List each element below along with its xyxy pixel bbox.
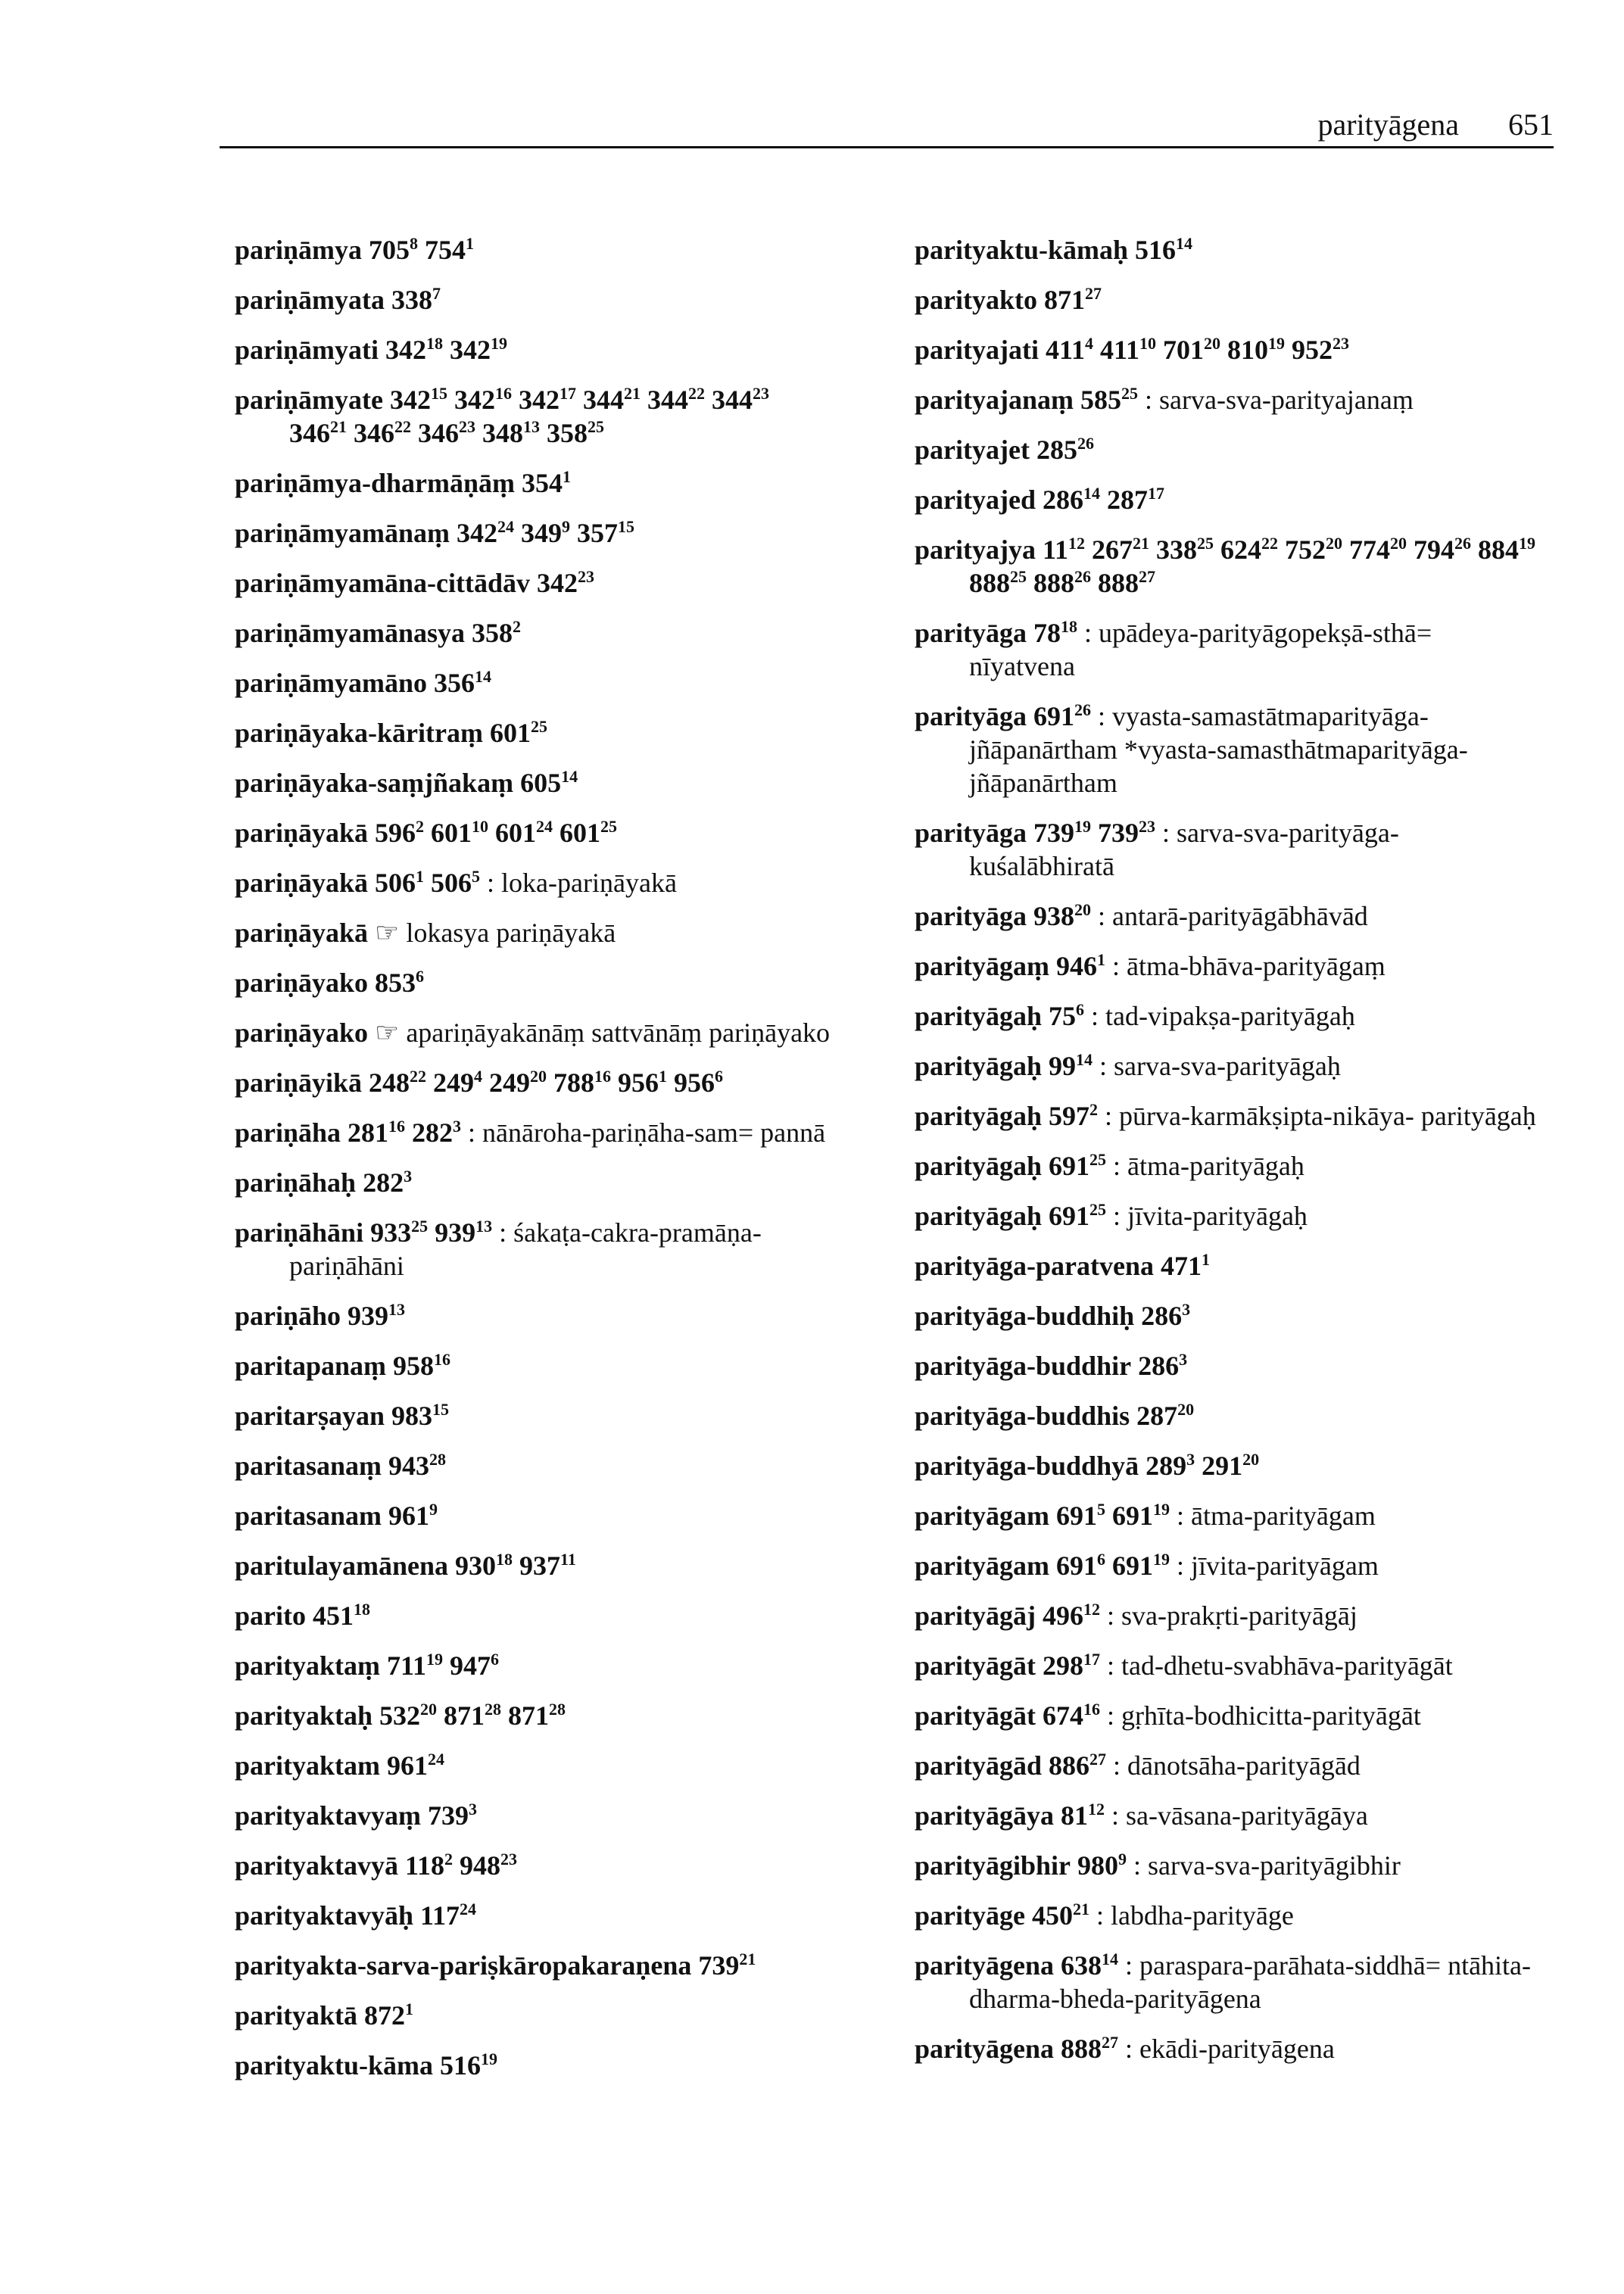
- entry-references: $496^{12}$: [1042, 1600, 1100, 1631]
- entry-headword: paritarṣayan: [235, 1401, 385, 1431]
- entry-headword: parityāgaḥ: [915, 1051, 1043, 1081]
- entry-headword: parito: [235, 1601, 306, 1631]
- entry-headword: parityaktam: [235, 1750, 380, 1781]
- entry-references: $248^{22}$ $249^4$ $249^{20}$ $788^{16}$ $956^1$ $956^6$: [369, 1067, 724, 1098]
- entry-references: $471^1$: [1160, 1250, 1210, 1281]
- index-entry: [235, 1399, 833, 1432]
- entry-headword: paritulayamānena: [235, 1551, 449, 1581]
- entry-headword: parityāga: [915, 618, 1027, 648]
- entry-gloss: : vyasta-samastātmaparityāga- jñāpanārtham *vyasta-samasthātmaparityāga- jñāpanārtham: [969, 701, 1468, 798]
- index-entry: [915, 1599, 1543, 1632]
- entry-headword: paritapanaṃ: [235, 1351, 387, 1381]
- entry-references: $342^{15}$ $342^{16}$ $342^{17}$ $344^{21}$ $344^{22}$ $344^{23}$ $346^{21}$ $346^{22}$ $346^{23}$ $348^{13}$ $358^{25}$: [289, 384, 769, 448]
- entry-references: $342^{23}$: [537, 567, 594, 598]
- index-entry: [235, 966, 833, 999]
- entry-headword: pariṇāmyamāna-cittādāv: [235, 568, 530, 598]
- entry-gloss: : ātma-bhāva-parityāgaṃ: [1111, 951, 1386, 981]
- index-entry: [915, 1349, 1543, 1382]
- entry-references: $872^1$: [364, 1999, 413, 2031]
- entry-references: $298^{17}$: [1042, 1650, 1100, 1681]
- entry-gloss: : jīvita-parityāgaḥ: [1113, 1201, 1308, 1231]
- entry-gloss: : tad-vipakṣa-parityāgaḥ: [1091, 1001, 1355, 1031]
- entry-headword: parityāgaḥ: [915, 1101, 1043, 1131]
- index-entry: [235, 866, 833, 899]
- index-entry: [235, 1699, 833, 1732]
- entry-headword: parityāgaḥ: [915, 1201, 1043, 1231]
- index-entry: [235, 1949, 833, 1982]
- entry-references: $983^{15}$: [391, 1400, 449, 1431]
- index-entry: [915, 1149, 1543, 1183]
- entry-headword: parityāga-buddhiḥ: [915, 1301, 1135, 1331]
- entry-references: $691^{25}$: [1049, 1200, 1107, 1231]
- entry-references: $871^{27}$: [1044, 284, 1102, 315]
- entry-references: $711^{19}$ $947^6$: [387, 1650, 500, 1681]
- entry-gloss: : sva-prakṛti-parityāgāj: [1106, 1601, 1357, 1631]
- entry-headword: parityāgam: [915, 1551, 1049, 1581]
- entry-headword: parityāga: [915, 818, 1027, 848]
- index-entry: [235, 1299, 833, 1332]
- entry-references: $81^{12}$: [1061, 1800, 1105, 1831]
- entry-headword: parityajanaṃ: [915, 385, 1074, 415]
- entry-gloss: : ekādi-parityāgena: [1125, 2034, 1335, 2064]
- index-entry: [235, 1899, 833, 1932]
- index-entry: [235, 1849, 833, 1882]
- entry-references: $691^{25}$: [1049, 1150, 1107, 1181]
- entry-references: $980^9$: [1077, 1850, 1127, 1881]
- index-entry: [235, 283, 833, 316]
- index-entry: [235, 466, 833, 500]
- index-entry: [915, 899, 1543, 933]
- entry-gloss: : sarva-sva-parityāgaḥ: [1099, 1051, 1341, 1081]
- index-entry: [915, 433, 1543, 466]
- index-entry: [915, 1699, 1543, 1732]
- header-rule: [220, 146, 1554, 148]
- entry-headword: parityāgam: [915, 1501, 1049, 1531]
- index-entry: [915, 2032, 1543, 2065]
- index-entry: [915, 1499, 1543, 1532]
- entry-references: $342^{18}$ $342^{19}$: [385, 334, 508, 365]
- entry-headword: parityaktaḥ: [235, 1700, 373, 1731]
- entry-references: $338^7$: [391, 284, 441, 315]
- entry-gloss: : antarā-parityāgābhāvād: [1098, 901, 1368, 931]
- index-entry: [235, 1016, 833, 1049]
- entry-headword: parityāga: [915, 701, 1027, 731]
- index-entry: [915, 1649, 1543, 1682]
- entry-references: $939^{13}$: [348, 1300, 406, 1331]
- index-entry: [915, 483, 1543, 516]
- entry-references: $674^{16}$: [1042, 1700, 1100, 1731]
- entry-references: $450^{21}$: [1031, 1900, 1089, 1931]
- entry-gloss: : ātma-parityāgam: [1176, 1501, 1376, 1531]
- entry-gloss: : sa-vāsana-parityāgāya: [1111, 1800, 1368, 1831]
- entry-references: $516^{19}$: [440, 2049, 498, 2080]
- index-entry: [235, 1599, 833, 1632]
- running-head: parityāgena: [1317, 108, 1459, 142]
- index-entry: [235, 716, 833, 750]
- index-entry: [235, 916, 833, 949]
- index-entry: [915, 1949, 1543, 2015]
- entry-references: $506^1$ $506^5$: [375, 867, 481, 898]
- index-entry: [235, 1116, 833, 1149]
- entry-headword: pariṇāyaka-saṃjñakaṃ: [235, 768, 514, 798]
- entry-references: $638^{14}$: [1061, 1950, 1118, 1981]
- entry-headword: parityāga-paratvena: [915, 1251, 1154, 1281]
- index-entry: [915, 816, 1543, 883]
- entry-headword: parityaktā: [235, 2000, 357, 2031]
- index-entry: [915, 1199, 1543, 1233]
- entry-references: $943^{28}$: [388, 1450, 447, 1481]
- entry-headword: pariṇāyaka-kāritraṃ: [235, 718, 483, 748]
- entry-headword: parityaktaṃ: [235, 1650, 380, 1681]
- entry-references: $285^{26}$: [1036, 434, 1094, 465]
- entry-references: $605^{14}$: [520, 767, 578, 798]
- entry-headword: parityajya: [915, 535, 1036, 565]
- entry-references: $451^{18}$: [313, 1600, 370, 1631]
- entry-headword: parityāgaṃ: [915, 951, 1049, 981]
- index-entry: [915, 283, 1543, 316]
- entry-references: $11^{12}$ $267^{21}$ $338^{25}$ $624^{22}$ $752^{20}$ $774^{20}$ $794^{26}$ $884^{19}$ $888^{25}$ $888^{26}$ $888^{27}$: [969, 534, 1535, 598]
- entry-headword: parityaktavyaṃ: [235, 1800, 421, 1831]
- entry-headword: pariṇāyako: [235, 968, 369, 998]
- entry-headword: pariṇāyakā: [235, 868, 369, 898]
- entry-references: $411^4$ $411^{10}$ $701^{20}$ $810^{19}$ $952^{23}$: [1045, 334, 1349, 365]
- index-entry: [235, 333, 833, 366]
- entry-references: $75^6$: [1049, 1000, 1085, 1031]
- entry-headword: parityāga-buddhis: [915, 1401, 1130, 1431]
- entry-gloss: : tad-dhetu-svabhāva-parityāgāt: [1106, 1650, 1453, 1681]
- entry-headword: parityaktavyā: [235, 1850, 398, 1881]
- entry-headword: parityāgād: [915, 1750, 1043, 1781]
- index-entry: [235, 1216, 833, 1283]
- entry-headword: pariṇāyako: [235, 1018, 369, 1048]
- entry-references: $286^{14}$ $287^{17}$: [1042, 484, 1164, 515]
- index-entry: [235, 1749, 833, 1782]
- index-entry: [915, 1849, 1543, 1882]
- entry-headword: parityaktu-kāma: [235, 2050, 434, 2080]
- entry-headword: pariṇāmyamāno: [235, 668, 428, 698]
- index-entry: [235, 1066, 833, 1099]
- entry-headword: parityajet: [915, 435, 1030, 465]
- page-header: [220, 103, 1554, 147]
- entry-headword: paritasanaṃ: [235, 1451, 382, 1481]
- index-entry: [915, 1249, 1543, 1283]
- index-entry: [235, 816, 833, 849]
- entry-headword: parityāgāj: [915, 1601, 1036, 1631]
- index-entry: [915, 233, 1543, 266]
- index-entry: [235, 233, 833, 266]
- entry-references: $516^{14}$: [1135, 234, 1193, 265]
- entry-gloss: : ātma-parityāgaḥ: [1113, 1151, 1304, 1181]
- entry-headword: pariṇāmya-dharmāṇāṃ: [235, 468, 516, 498]
- entry-headword: parityāga-buddhir: [915, 1351, 1132, 1381]
- entry-references: $282^3$: [363, 1167, 413, 1198]
- entry-headword: parityāgibhir: [915, 1850, 1071, 1881]
- entry-headword: pariṇāmyati: [235, 335, 379, 365]
- entry-headword: parityāgāya: [915, 1800, 1054, 1831]
- entry-headword: parityaktu-kāmaḥ: [915, 235, 1129, 265]
- entry-references: $946^1$: [1055, 950, 1105, 981]
- entry-headword: pariṇāyikā: [235, 1068, 363, 1098]
- entry-references: $354^1$: [522, 467, 572, 498]
- index-entry: [235, 566, 833, 600]
- index-entry: [915, 1099, 1543, 1133]
- entry-references: $289^3$ $291^{20}$: [1146, 1450, 1260, 1481]
- index-entry: [235, 1499, 833, 1532]
- entry-references: $358^2$: [472, 617, 522, 648]
- entry-gloss: : sarva-sva-parityāgibhir: [1133, 1850, 1401, 1881]
- index-entry: [235, 1999, 833, 2032]
- entry-gloss: : gṛhīta-bodhicitta-parityāgāt: [1106, 1700, 1421, 1731]
- entry-references: $691^5$ $691^{19}$: [1055, 1500, 1170, 1531]
- entry-headword: parityāga-buddhyā: [915, 1451, 1139, 1481]
- entry-references: $853^6$: [375, 967, 425, 998]
- index-entry: [915, 1449, 1543, 1482]
- page-number: 651: [1508, 108, 1554, 142]
- index-entry: [915, 999, 1543, 1033]
- index-entry: [235, 1449, 833, 1482]
- index-entry: [235, 1166, 833, 1199]
- entry-references: $938^{20}$: [1033, 900, 1091, 931]
- entry-references: $958^{16}$: [393, 1350, 451, 1381]
- entry-gloss: : paraspara-parāhata-siddhā= ntāhita-dharma-bheda-parityāgena: [969, 1950, 1532, 2014]
- entry-references: $930^{18}$ $937^{11}$: [455, 1550, 576, 1581]
- entry-headword: parityajati: [915, 335, 1039, 365]
- entry-headword: parityāgaḥ: [915, 1001, 1043, 1031]
- entry-references: $118^2$ $948^{23}$: [405, 1850, 518, 1881]
- entry-references: $342^{24}$ $349^9$ $357^{15}$: [457, 517, 635, 548]
- index-entry: [235, 666, 833, 700]
- left-column: [235, 233, 833, 2099]
- index-entry: [915, 533, 1543, 600]
- entry-headword: paritasanam: [235, 1501, 382, 1531]
- entry-headword: parityāgāt: [915, 1650, 1036, 1681]
- entry-references: $287^{20}$: [1136, 1400, 1195, 1431]
- entry-headword: parityāge: [915, 1900, 1025, 1931]
- entry-references: $99^{14}$: [1049, 1050, 1093, 1081]
- entry-references: $286^3$: [1141, 1300, 1191, 1331]
- index-entry: [235, 1649, 833, 1682]
- index-entry: [915, 383, 1543, 416]
- entry-gloss: : loka-pariṇāyakā: [487, 868, 677, 898]
- index-entry: [915, 1799, 1543, 1832]
- index-entry: [235, 616, 833, 650]
- entry-headword: pariṇāmyate: [235, 385, 383, 415]
- entry-headword: parityāga: [915, 901, 1027, 931]
- index-entry: [915, 616, 1543, 683]
- right-column: [915, 233, 1543, 2082]
- entry-gloss: : labdha-parityāge: [1096, 1900, 1294, 1931]
- entry-gloss: : sarva-sva-parityajanaṃ: [1145, 385, 1414, 415]
- index-entry: [915, 700, 1543, 799]
- entry-headword: pariṇāho: [235, 1301, 341, 1331]
- entry-references: $961^{24}$: [387, 1750, 444, 1781]
- entry-gloss: ☞ apariṇāyakānāṃ sattvānāṃ pariṇāyako: [375, 1018, 831, 1048]
- entry-headword: pariṇāyakā: [235, 818, 369, 848]
- entry-headword: parityakto: [915, 285, 1037, 315]
- entry-headword: pariṇāmya: [235, 235, 363, 265]
- entry-references: $597^2$: [1049, 1100, 1099, 1131]
- entry-gloss: : śakaṭa-cakra-pramāṇa- pariṇāhāni: [289, 1217, 762, 1281]
- entry-gloss: : pūrva-karmākṣipta-nikāya- parityāgaḥ: [1105, 1101, 1536, 1131]
- entry-references: $739^{19}$ $739^{23}$: [1033, 817, 1155, 848]
- index-entry: [235, 2049, 833, 2082]
- index-entry: [915, 1749, 1543, 1782]
- entry-headword: pariṇāhaḥ: [235, 1167, 357, 1198]
- index-entry: [915, 1549, 1543, 1582]
- entry-references: $739^3$: [428, 1800, 477, 1831]
- entry-references: $532^{20}$ $871^{28}$ $871^{28}$: [379, 1700, 566, 1731]
- entry-references: $356^{14}$: [434, 667, 492, 698]
- index-entry: [235, 766, 833, 799]
- index-entry: [235, 1799, 833, 1832]
- entry-references: $286^3$: [1138, 1350, 1188, 1381]
- entry-references: $933^{25}$ $939^{13}$: [370, 1217, 493, 1248]
- entry-gloss: : jīvita-parityāgam: [1176, 1551, 1379, 1581]
- entry-headword: pariṇāmyata: [235, 285, 385, 315]
- index-entry: [915, 1399, 1543, 1432]
- entry-references: $888^{27}$: [1061, 2033, 1118, 2064]
- entry-gloss: ☞ lokasya pariṇāyakā: [375, 918, 616, 948]
- index-entry: [235, 1549, 833, 1582]
- entry-headword: parityāgāt: [915, 1700, 1036, 1731]
- entry-headword: pariṇāhāni: [235, 1217, 364, 1248]
- entry-references: $78^{18}$: [1033, 617, 1077, 648]
- entry-references: $117^{24}$: [420, 1900, 477, 1931]
- entry-headword: pariṇāyakā: [235, 918, 369, 948]
- entry-headword: parityāgena: [915, 2034, 1054, 2064]
- entry-references: $886^{27}$: [1049, 1750, 1107, 1781]
- index-entry: [235, 1349, 833, 1382]
- entry-references: $596^2$ $601^{10}$ $601^{24}$ $601^{25}$: [375, 817, 618, 848]
- entry-references: $281^{16}$ $282^3$: [348, 1117, 462, 1148]
- entry-references: $585^{25}$: [1080, 384, 1138, 415]
- index-entry: [915, 949, 1543, 983]
- entry-headword: parityajed: [915, 485, 1036, 515]
- index-entry: [915, 1299, 1543, 1332]
- entry-references: $705^8$ $754^1$: [369, 234, 475, 265]
- entry-headword: parityaktavyāḥ: [235, 1900, 414, 1931]
- entry-gloss: : sarva-sva-parityāga- kuśalābhiratā: [969, 818, 1399, 881]
- entry-headword: parityāgena: [915, 1950, 1054, 1981]
- entry-references: $691^6$ $691^{19}$: [1055, 1550, 1170, 1581]
- index-entry: [915, 1899, 1543, 1932]
- entry-headword: parityāgaḥ: [915, 1151, 1043, 1181]
- index-entry: [915, 333, 1543, 366]
- entry-references: $601^{25}$: [490, 717, 547, 748]
- entry-references: $739^{21}$: [698, 1950, 756, 1981]
- index-entry: [915, 1049, 1543, 1083]
- entry-references: $961^9$: [388, 1500, 438, 1531]
- entry-headword: pariṇāha: [235, 1117, 341, 1148]
- entry-gloss: : nānāroha-pariṇāha-sam= pannā: [468, 1117, 826, 1148]
- entry-headword: pariṇāmyamānasya: [235, 618, 466, 648]
- entry-gloss: : upādeya-parityāgopekṣā-sthā= nīyatvena: [969, 618, 1432, 681]
- entry-gloss: : dānotsāha-parityāgād: [1113, 1750, 1361, 1781]
- index-entry: [235, 516, 833, 550]
- entry-headword: pariṇāmyamānaṃ: [235, 518, 450, 548]
- entry-headword: parityakta-sarva-pariṣkāropakaraṇena: [235, 1950, 692, 1981]
- entry-references: $691^{26}$: [1033, 700, 1091, 731]
- index-entry: [235, 383, 833, 450]
